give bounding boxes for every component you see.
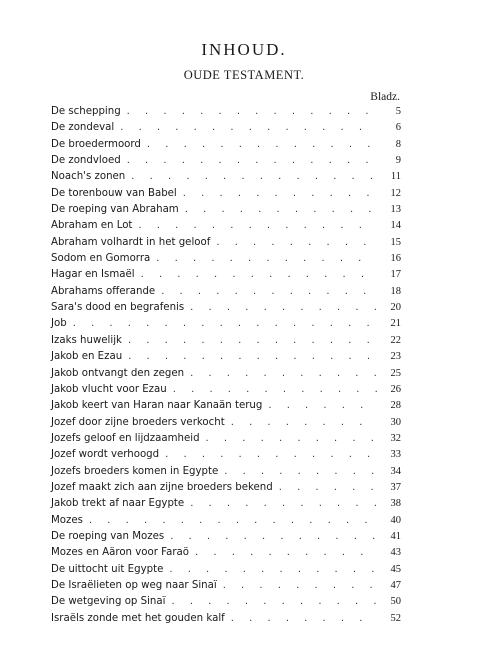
dot-leader: [163, 562, 377, 578]
toc-entry-title: Jakob trekt af naar Egypte: [51, 498, 185, 510]
dot-leader: [184, 300, 377, 316]
toc-entry-title: Mozes: [51, 514, 83, 526]
toc-entry-page: 6: [395, 122, 401, 134]
toc-entry-page: 5: [395, 106, 401, 117]
toc-entry-page: 17: [390, 269, 401, 281]
toc-entry-title: De uittocht uit Egypte: [51, 563, 164, 575]
toc-entry: [51, 235, 401, 251]
toc-entry-page: 11: [390, 171, 401, 183]
toc-entry: [51, 594, 401, 610]
toc-entry-title: Jakob vlucht voor Ezau: [51, 383, 167, 395]
dot-leader: [159, 447, 377, 463]
toc-entry-page: 13: [390, 204, 401, 216]
toc-entry: [51, 186, 401, 202]
toc-entry-title: Izaks huwelijk: [51, 334, 122, 346]
toc-entry-page: 8: [395, 138, 401, 150]
toc-entry: [51, 431, 401, 447]
toc-entry-title: Israëls zonde met het gouden kalf: [51, 612, 225, 624]
toc-entry: [51, 545, 401, 561]
toc-entry: [51, 202, 401, 218]
dot-leader: [67, 316, 377, 332]
toc-entry-title: Hagar en Ismaël: [51, 269, 135, 281]
toc-entry-page: 47: [390, 579, 401, 591]
toc-entry: [51, 398, 401, 414]
dot-leader: [167, 382, 377, 398]
toc-entry: [51, 333, 401, 349]
toc-entry-title: De Israëlieten op weg naar Sinaï: [51, 579, 217, 591]
toc-entry-page: 45: [390, 563, 401, 575]
dot-leader: [150, 251, 377, 267]
dot-leader: [273, 480, 377, 496]
toc-entry-title: Noach's zonen: [51, 171, 126, 183]
toc-entry-title: Jozefs broeders komen in Egypte: [51, 465, 219, 477]
toc-entry-title: De broedermoord: [51, 138, 141, 150]
toc-entry-page: 37: [390, 481, 401, 493]
toc-entry-page: 43: [390, 547, 401, 559]
toc-entry-page: 30: [390, 416, 401, 428]
toc-entry-page: 15: [390, 236, 401, 248]
dot-leader: [179, 202, 377, 218]
dot-leader: [121, 153, 377, 169]
dot-leader: [184, 496, 377, 512]
page-title: INHOUD.: [201, 40, 287, 59]
toc-entry-title: Jozef maakt zich aan zijne broeders bekend: [51, 481, 273, 493]
dot-leader: [141, 137, 377, 153]
dot-leader: [225, 415, 377, 431]
dot-leader: [218, 464, 377, 480]
toc-entry-title: Abraham en Lot: [51, 220, 133, 232]
toc-entry-page: 33: [390, 449, 401, 461]
toc-entry-page: 20: [390, 302, 401, 314]
toc-entry-page: 25: [390, 367, 401, 379]
dot-leader: [200, 431, 377, 447]
dot-leader: [135, 267, 377, 283]
toc-entry-title: Jakob en Ezau: [51, 351, 123, 363]
toc-entry: [51, 137, 401, 153]
toc-entry-page: 28: [390, 400, 401, 412]
dot-leader: [122, 349, 377, 365]
toc-entry: [51, 496, 401, 512]
table-of-contents: [51, 104, 401, 627]
dot-leader: [225, 611, 377, 627]
toc-entry: [51, 120, 401, 136]
toc-entry: [51, 382, 401, 398]
dot-leader: [177, 186, 377, 202]
dot-leader: [125, 169, 377, 185]
toc-entry-page: 23: [390, 351, 401, 363]
toc-entry-title: De wetgeving op Sinaï: [51, 596, 166, 608]
toc-entry: [51, 611, 401, 627]
toc-entry-page: 32: [390, 432, 401, 444]
toc-entry-title: De roeping van Mozes: [51, 530, 165, 542]
toc-entry-title: Jozef door zijne broeders verkocht: [51, 416, 225, 428]
toc-entry-page: 16: [390, 253, 401, 265]
toc-entry-title: De zondvloed: [51, 155, 121, 167]
dot-leader: [165, 594, 377, 610]
dot-leader: [217, 578, 377, 594]
toc-entry-title: De zondeval: [51, 122, 115, 134]
toc-entry: [51, 578, 401, 594]
toc-entry-title: Abrahams offerande: [51, 285, 156, 297]
page-column-header: Bladz.: [370, 91, 400, 103]
toc-entry-title: Jakob ontvangt den zegen: [51, 367, 185, 379]
dot-leader: [121, 104, 377, 120]
toc-entry-page: 34: [390, 465, 401, 477]
toc-entry-title: Jozef wordt verhoogd: [51, 449, 160, 461]
toc-entry: [51, 153, 401, 169]
toc-entry: [51, 218, 401, 234]
toc-entry-title: De torenbouw van Babel: [51, 187, 177, 199]
dot-leader: [155, 284, 377, 300]
dot-leader: [114, 120, 377, 136]
toc-entry-title: De schepping: [51, 106, 121, 117]
toc-entry-title: Sodom en Gomorra: [51, 253, 151, 265]
toc-entry: [51, 349, 401, 365]
dot-leader: [83, 513, 377, 529]
toc-entry-title: Abraham volhardt in het geloof: [51, 236, 211, 248]
toc-entry-title: Sara's dood en begrafenis: [51, 302, 185, 314]
toc-entry-page: 26: [390, 383, 401, 395]
toc-entry-page: 41: [390, 530, 401, 542]
toc-entry: [51, 447, 401, 463]
toc-entry: [51, 529, 401, 545]
dot-leader: [132, 218, 377, 234]
toc-entry-page: 52: [390, 612, 401, 624]
toc-entry-page: 40: [390, 514, 401, 526]
toc-entry-page: 22: [390, 334, 401, 346]
dot-leader: [164, 529, 377, 545]
section-title: OUDE TESTAMENT.: [183, 68, 305, 82]
toc-entry-page: 9: [395, 155, 401, 167]
toc-entry: [51, 284, 401, 300]
toc-entry-title: Job: [51, 318, 67, 330]
dot-leader: [189, 545, 377, 561]
toc-entry: [51, 562, 401, 578]
toc-entry-title: Jakob keert van Haran naar Kanaän terug: [51, 400, 263, 412]
toc-entry-page: 38: [390, 498, 401, 510]
toc-entry: [51, 300, 401, 316]
dot-leader: [184, 366, 377, 382]
toc-entry: [51, 104, 401, 120]
dot-leader: [262, 398, 377, 414]
toc-entry-page: 21: [390, 318, 401, 330]
toc-entry: [51, 316, 401, 332]
toc-entry: [51, 513, 401, 529]
toc-entry-page: 14: [390, 220, 401, 232]
dot-leader: [122, 333, 377, 349]
toc-entry-page: 50: [390, 596, 401, 608]
toc-entry-title: Jozefs geloof en lijdzaamheid: [51, 432, 200, 444]
toc-entry: [51, 251, 401, 267]
toc-entry-page: 18: [390, 285, 401, 297]
toc-entry-title: Mozes en Aäron voor Faraö: [51, 547, 190, 559]
toc-entry: [51, 366, 401, 382]
toc-entry: [51, 480, 401, 496]
toc-entry: [51, 464, 401, 480]
toc-entry: [51, 169, 401, 185]
toc-entry: [51, 267, 401, 283]
toc-entry-page: 12: [390, 187, 401, 199]
toc-entry: [51, 415, 401, 431]
toc-entry-title: De roeping van Abraham: [51, 204, 179, 216]
dot-leader: [210, 235, 377, 251]
